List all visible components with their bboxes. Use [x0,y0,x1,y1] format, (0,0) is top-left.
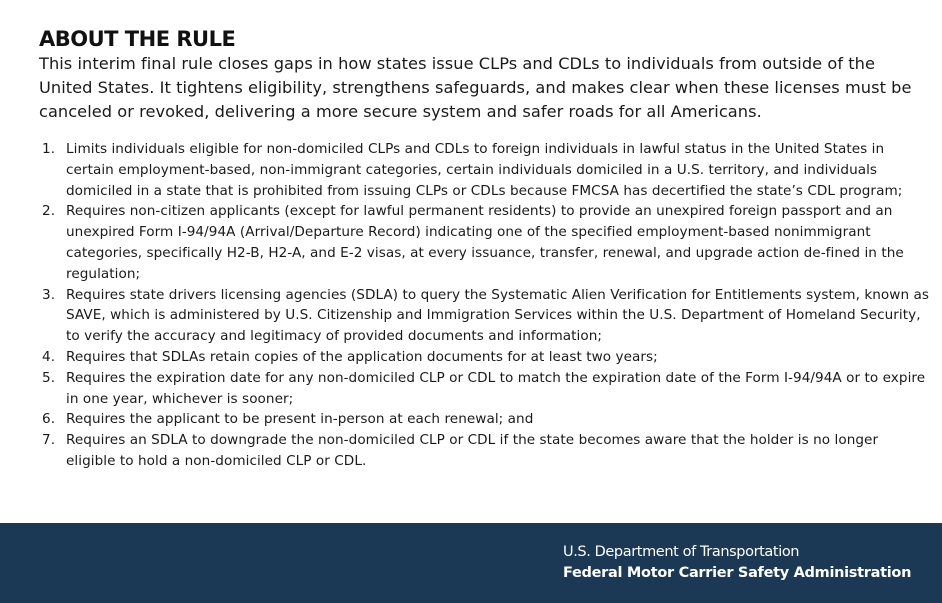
list-item [39,347,929,368]
list-item-number: 1. [42,141,56,157]
list-item-number: 2. [42,203,56,220]
page-title: ABOUT THE RULE [39,27,236,51]
list-item-text: Requires that SDLAs retain copies of the application documents for at least two years; [66,348,658,365]
list-item [39,201,929,284]
footer-band [0,523,942,603]
list-item [39,368,929,410]
list-item [39,430,929,472]
list-item-number: 6. [42,411,56,428]
list-item-text: Requires the applicant to be present in-person at each renewal; and [66,411,534,428]
list-item-number: 4. [42,348,56,365]
list-item [39,409,929,430]
list-item-number: 3. [42,286,56,303]
list-item-number: 7. [42,432,56,449]
list-item-text: Limits individuals eligible for non-domiciled CLPs and CDLs to foreign individuals in lawful status in the United States in certain employment-based, non-immigrant categories, certain individuals domiciled in a U.S. territory, and individuals domiciled in a state that is prohibited from issuing CLPs or CDLs because FMCSA has decertified the state’s CDL program; [66,141,903,199]
agency-name: Federal Motor Carrier Safety Administration [563,565,912,581]
list-item-number: 5. [42,369,56,386]
list-item-text: Requires non-citizen applicants (except for lawful permanent residents) to provide an unexpired foreign passport and an unexpired Form I-94/94A (Arrival/Departure Record) indicating one of the specified employment-based nonimmigrant categories, specifically H2-B, H2-A, and E-2 visas, at every issuance, transfer, renewal, and upgrade action de-fined in the regulation; [66,203,904,282]
list-item [39,139,929,201]
rule-list [39,139,929,472]
intro-paragraph: This interim final rule closes gaps in how states issue CLPs and CDLs to individuals from outside of the United States. It tightens eligibility, strengthens safeguards, and makes clear when these licenses must be canceled or revoked, delivering a more secure system and safer roads for all Americans. [39,54,912,121]
main-content [39,26,929,472]
list-item-text: Requires the expiration date for any non-domiciled CLP or CDL to match the expiration date of the Form I-94/94A or to expire in one year, whichever is sooner; [66,369,926,407]
list-item-text: Requires state drivers licensing agencies (SDLA) to query the Systematic Alien Verification for Entitlements system, known as SAVE, which is administered by U.S. Citizenship and Immigration Services within the U.S. Department of Homeland Security, to verify the accuracy and legitimacy of provided documents and information; [66,286,930,345]
list-item [39,285,929,347]
list-item-text: Requires an SDLA to downgrade the non-domiciled CLP or CDL if the state becomes aware that the holder is no longer eligible to hold a non-domiciled CLP or CDL. [66,432,879,469]
department-name: U.S. Department of Transportation [563,544,800,560]
